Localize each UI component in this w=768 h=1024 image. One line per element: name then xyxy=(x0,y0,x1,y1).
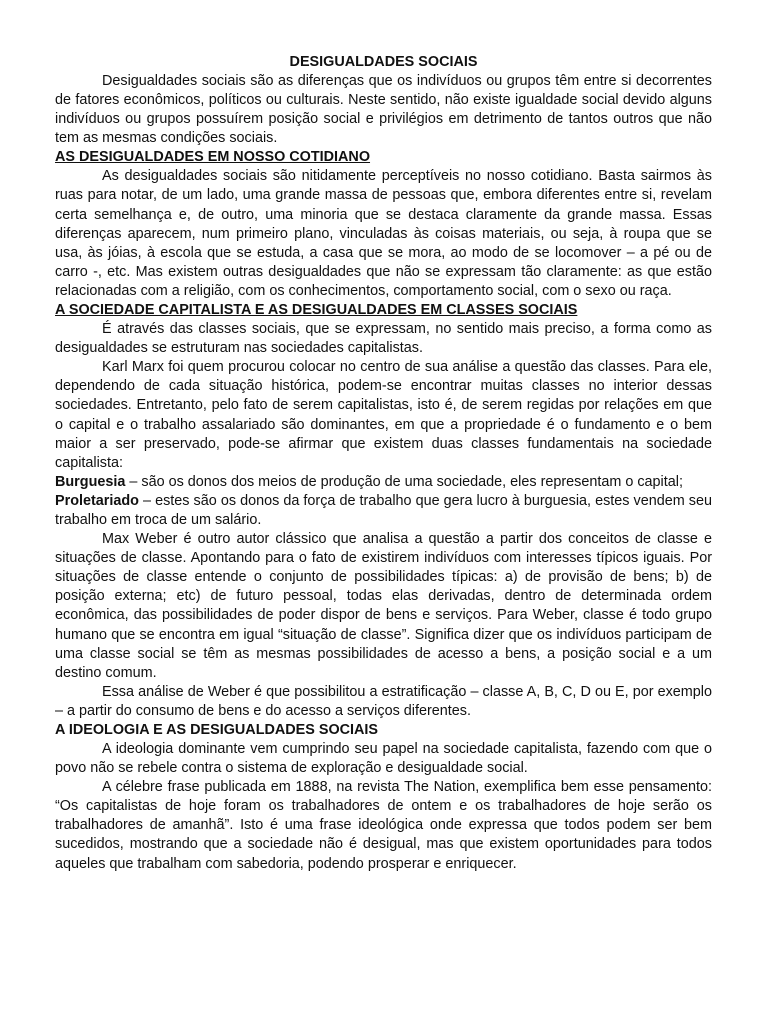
section-heading-ideologia: A IDEOLOGIA E AS DESIGUALDADES SOCIAIS xyxy=(55,722,379,738)
cotidiano-paragraph: As desigualdades sociais são nitidamente perceptíveis no nosso cotidiano. Basta sairmos às ruas para notar, de um lado, uma grande massa de pessoas que, embora diferentes entre si, revelam certa semelhança e, de outro, uma minoria que se destaca claramente da grande massa. Essas diferenças aparecem, num primeiro plano, vinculadas às coisas materiais, ou seja, à roupa que se usa, às jóias, à escola que se estuda, a casa que se mora, ao modo de se locomover – a pé ou de carro -, etc. Mas existem outras desigualdades que não se expressam tão claramente: as que estão relacionadas com a religião, com os conhecimentos, comportamento social, com o sexo ou raça. xyxy=(55,168,712,299)
classes-paragraph: É através das classes sociais, que se expressam, no sentido mais preciso, a forma como as desigualdades se estruturam nas sociedades capitalistas. xyxy=(55,321,712,357)
proletariado-text: – estes são os donos da força de trabalho que gera lucro à burguesia, estes vendem seu trabalho em troca de um salário. xyxy=(55,492,712,528)
section-heading-capitalista: A SOCIEDADE CAPITALISTA E AS DESIGUALDADES EM CLASSES SOCIAIS xyxy=(55,302,578,319)
weber-paragraph: Max Weber é outro autor clássico que analisa a questão a partir dos conceitos de classe e situações de classe. Apontando para o fato de existirem indivíduos com interesses típicos iguais. Por situações de classe entende o conjunto de possibilidades típicas: a) de provisão de bens; b) de posição externa; etc) de futuro pessoal, todas elas derivadas, dentro de determinada ordem econômica, das possibilidades de poder dispor de bens e serviços. Para Weber, classe é todo grupo humano que se encontra em igual “situação de classe”. Significa dizer que os indivíduos participam de uma classe social se têm as mesmas possibilidades de acesso a bens, a posição social e a um destino comum. xyxy=(55,531,712,681)
proletariado-definition xyxy=(55,492,712,530)
marx-paragraph: Karl Marx foi quem procurou colocar no centro de sua análise a questão das classes. Para ele, dependendo de cada situação histórica, podem-se encontrar muitas classes no interior dessas sociedades. Entretanto, pelo fato de serem capitalistas, isto é, de serem regidas por relações em que o capital e o trabalho assalariado são dominantes, em que a propriedade é o fundamento e o bem maior a ser preservado, pode-se afirmar que existem duas classes fundamentais na sociedade capitalista: xyxy=(55,359,712,471)
burguesia-text: – são os donos dos meios de produção de uma sociedade, eles representam o capital; xyxy=(125,473,683,490)
section-heading-cotidiano: AS DESIGUALDADES EM NOSSO COTIDIANO xyxy=(55,149,371,166)
document-title: DESIGUALDADES SOCIAIS xyxy=(289,54,478,70)
nation-quote-paragraph: A célebre frase publicada em 1888, na revista The Nation, exemplifica bem esse pensamento: “Os capitalistas de hoje foram os trabalhadores de ontem e os trabalhadores de hoje serão os trabalhadores de amanhã”. Isto é uma frase ideológica onde expressa que todos podem ser bem sucedidos, mostrando que a sociedade não é desigual, mas que existem oportunidades para todos aqueles que trabalham com sabedoria, podendo prosperar e enriquecer. xyxy=(55,779,712,872)
intro-paragraph: Desigualdades sociais são as diferenças que os indivíduos ou grupos têm entre si decorrentes de fatores econômicos, políticos ou culturais. Neste sentido, não existe igualdade social devido alguns indivíduos ou grupos possuírem posição social e privilégios em detrimento de tantos outros que não tem as mesmas condições sociais. xyxy=(55,73,712,147)
burguesia-definition xyxy=(55,473,712,492)
burguesia-term: Burguesia xyxy=(55,473,126,490)
proletariado-term: Proletariado xyxy=(55,492,139,509)
estratificacao-paragraph: Essa análise de Weber é que possibilitou a estratificação – classe A, B, C, D ou E, por exemplo – a partir do consumo de bens e do acesso a serviços diferentes. xyxy=(55,683,712,719)
ideologia-paragraph: A ideologia dominante vem cumprindo seu papel na sociedade capitalista, fazendo com que o povo não se rebele contra o sistema de exploração e desigualdade social. xyxy=(55,741,712,777)
